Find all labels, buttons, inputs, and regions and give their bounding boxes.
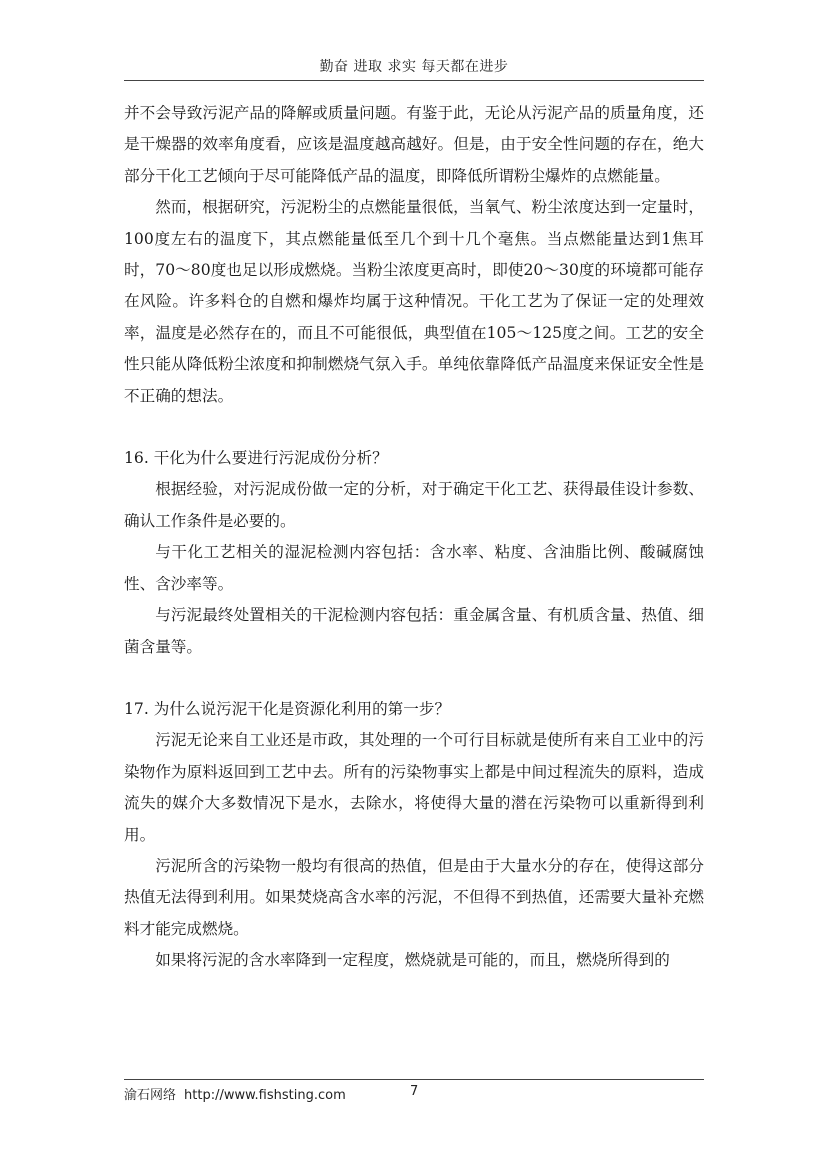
q17-paragraph-3: 如果将污泥的含水率降到一定程度，燃烧就是可能的，而且，燃烧所得到的 bbox=[155, 951, 670, 970]
q17-paragraph-2: 污泥所含的污染物一般均有很高的热值，但是由于大量水分的存在，使得这部分热值无法得到利用。如果焚烧高含水率的污泥，不但得不到热值，还需要大量补充燃料才能完成燃烧。 bbox=[124, 856, 704, 938]
header-divider bbox=[124, 80, 704, 81]
q16-paragraph-3: 与污泥最终处置相关的干泥检测内容包括：重金属含量、有机质含量、热值、细菌含量等。 bbox=[124, 606, 704, 656]
q16-paragraph-2: 与干化工艺相关的湿泥检测内容包括：含水率、粘度、含油脂比例、酸碱腐蚀性、含沙率等。 bbox=[124, 543, 704, 593]
footer-company: 渝石网络 bbox=[124, 1088, 177, 1103]
page-header-motto: 勤奋 进取 求实 每天都在进步 bbox=[319, 59, 509, 75]
section-gap bbox=[124, 412, 704, 443]
page-number: 7 bbox=[410, 1084, 419, 1099]
q17-paragraph-1: 污泥无论来自工业还是市政，其处理的一个可行目标就是使所有来自工业中的污染物作为原料返回到工艺中去。所有的污染物事实上都是中间过程流失的原料，造成流失的媒介大多数情况下是水，去除水，将使得大量的潜在污染物可以重新得到利用。 bbox=[124, 731, 704, 844]
page-footer bbox=[124, 1084, 346, 1103]
main-content bbox=[124, 98, 704, 977]
footer-website-link[interactable]: http://www.fishsting.com bbox=[184, 1088, 346, 1103]
question-17-title: 17. 为什么说污泥干化是资源化利用的第一步？ bbox=[124, 699, 451, 718]
paragraph-ignition-energy: 然而，根据研究，污泥粉尘的点燃能量很低，当氧气、粉尘浓度达到一定量时，100度左右的温度下，其点燃能量低至几个到十几个毫焦。当点燃能量达到1焦耳时，70～80度也足以形成燃烧。当粉尘浓度更高时，即使20～30度的环境都可能存在风险。许多料仓的自燃和爆炸均属于这种情况。干化工艺为了保证一定的处理效率，温度是必然存在的，而且不可能很低，典型值在105～125度之间。工艺的安全性只能从降低粉尘浓度和抑制燃烧气氛入手。单纯依靠降低产品温度来保证安全性是不正确的想法。 bbox=[124, 198, 704, 405]
footer-divider bbox=[124, 1079, 704, 1080]
q16-paragraph-1: 根据经验，对污泥成份做一定的分析，对于确定干化工艺、获得最佳设计参数、确认工作条件是必要的。 bbox=[124, 480, 704, 530]
section-gap bbox=[124, 663, 704, 694]
question-16-title: 16. 干化为什么要进行污泥成份分析？ bbox=[124, 449, 388, 468]
paragraph-continued: 并不会导致污泥产品的降解或质量问题。有鉴于此，无论从污泥产品的质量角度，还是干燥器的效率角度看，应该是温度越高越好。但是，由于安全性问题的存在，绝大部分干化工艺倾向于尽可能降低产品的温度，即降低所谓粉尘爆炸的点燃能量。 bbox=[124, 104, 704, 185]
